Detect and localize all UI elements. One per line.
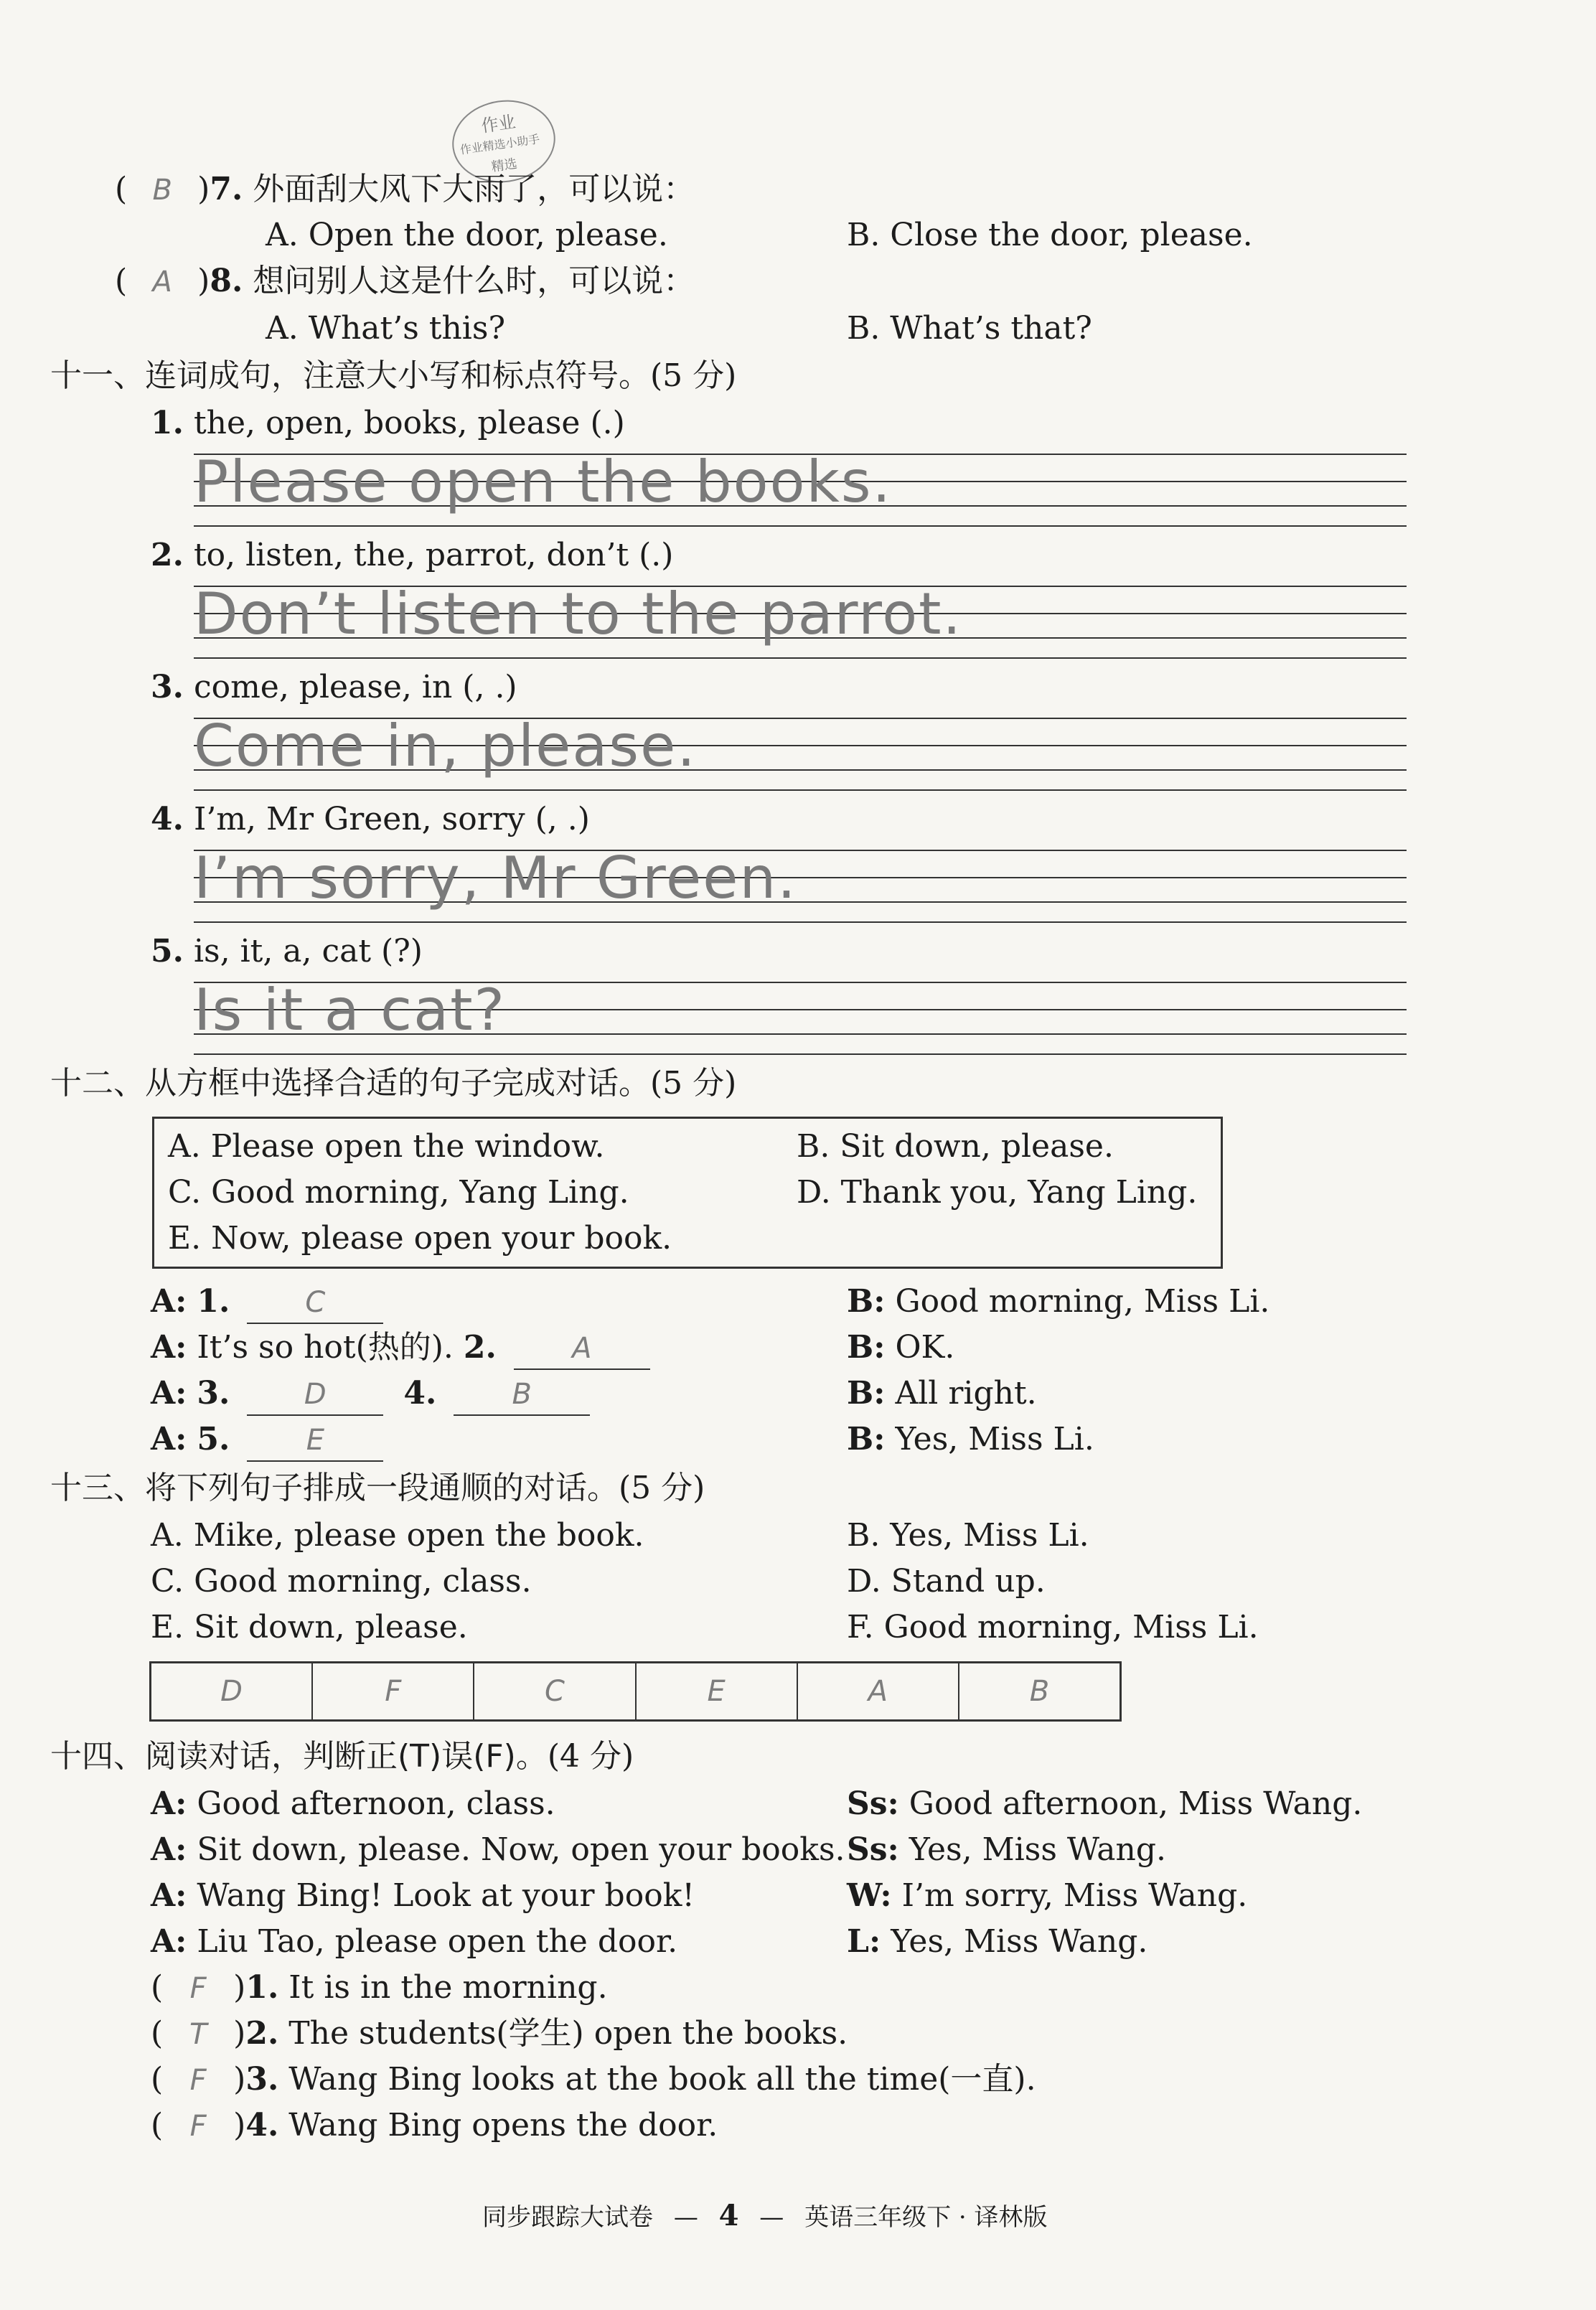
tf-question [151,2105,718,2146]
mc-question [115,169,695,210]
order-option: C. Good morning, class. [151,1563,532,1600]
section-title-text: 十二、从方框中选择合适的句子完成对话。 [50,1065,650,1102]
blank-number: 3. [197,1375,230,1412]
blank-number: 2. [463,1329,497,1366]
answer-blank: E [247,1420,383,1462]
dialog-line-b [847,1374,1037,1414]
box-option: E. Now, please open your book. [168,1220,672,1257]
item-words: to, listen, the, parrot, don’t (.) [193,537,674,573]
item-words: come, please, in (, .) [193,669,517,705]
speaker-label: A: [151,1375,187,1412]
order-cell: D [151,1663,313,1719]
speaker-label: A: [151,1923,187,1960]
speaker-label: Ss: [847,1785,899,1822]
handwritten-answer: Don’t listen to the parrot. [194,581,962,647]
handwritten-answer: Come in, please. [194,713,697,779]
dialog-text: Sit down, please. Now, open your books. [197,1831,845,1868]
footer-book-title: 英语三年级下 · 译林版 [804,2203,1048,2232]
paren-open: ( [151,2061,164,2098]
mc-question-text: 外面刮大风下大雨了，可以说： [253,171,695,207]
tf-number: 3. [245,2061,279,2098]
dialog-text: Good afternoon, Miss Wang. [909,1785,1363,1822]
dialog-text: Wang Bing! Look at your book! [197,1877,695,1914]
section-points: (5 分) [650,1065,737,1102]
paren-close: ) [233,2061,246,2098]
speaker-label: A: [151,1329,187,1366]
paren-open: ( [115,263,128,299]
tf-text: Wang Bing opens the door. [288,2107,718,2144]
tf-answer: F [189,2110,207,2143]
section-title-text: 十四、阅读对话，判断正(T)误(F)。 [50,1738,548,1775]
item-number: 3. [151,669,184,705]
dialog-line-a [151,1328,650,1370]
order-cell: E [637,1663,798,1719]
dialog-line-a [151,1282,383,1324]
footer-dash: — [673,2203,698,2232]
paren-close: ) [233,1969,246,2006]
sentence-item [151,403,625,443]
mc-option-b: B. What’s that? [847,310,1092,347]
answer-blank: D [247,1374,383,1416]
dialog-text: I’m sorry, Miss Wang. [901,1877,1248,1914]
tf-text: Wang Bing looks at the book all the time(一直). [288,2061,1036,2098]
mc-number: 8. [210,263,243,299]
speaker-label: A: [151,1421,187,1457]
stamp-text-middle: 作业精选小助手 [459,132,541,157]
sentence-item [151,931,423,972]
mc-option-b: B. Close the door, please. [847,217,1253,253]
stamp-text-bottom: 精选 [490,156,518,175]
section-12-title [50,1064,736,1104]
order-option: E. Sit down, please. [151,1609,468,1645]
paren-close: ) [197,263,210,299]
paren-open: ( [151,2015,164,2052]
order-cell: C [474,1663,636,1719]
reading-dialog-line [151,1830,845,1870]
reading-dialog-line [847,1876,1247,1916]
speaker-label: A: [151,1877,187,1914]
item-number: 4. [151,801,184,837]
paren-open: ( [151,1969,164,2006]
tf-question [151,2060,1036,2100]
mc-option-a: A. Open the door, please. [266,217,668,253]
dialog-text: Yes, Miss Li. [895,1421,1094,1457]
mc-answer: A [152,266,172,299]
reading-dialog-line [151,1876,695,1916]
section-points: (5 分) [619,1470,705,1506]
dialog-line-a [151,1419,383,1462]
item-number: 2. [151,537,184,573]
box-option: D. Thank you, Yang Ling. [797,1174,1198,1211]
dialog-text: Liu Tao, please open the door. [197,1923,678,1960]
handwritten-answer: I’m sorry, Mr Green. [194,845,797,911]
dialog-line-b [847,1328,954,1368]
reading-dialog-line [151,1784,555,1824]
speaker-label: B: [847,1421,886,1457]
blank-number: 5. [197,1421,230,1457]
order-cell: B [1029,1675,1050,1708]
dialog-text: It’s so hot(热的). [197,1329,454,1366]
tf-question [151,1968,608,2009]
box-option: B. Sit down, please. [797,1128,1114,1165]
section-points: (4 分) [547,1738,634,1775]
footer-dash: — [759,2203,784,2232]
handwritten-answer: Please open the books. [194,449,892,515]
box-option: A. Please open the window. [168,1128,605,1165]
dialog-line-a [151,1374,590,1416]
section-13-title [50,1468,705,1508]
dialog-line-b [847,1282,1269,1322]
section-title-text: 十三、将下列句子排成一段通顺的对话。 [50,1470,619,1506]
order-option: B. Yes, Miss Li. [847,1517,1089,1554]
dialog-text: Yes, Miss Wang. [909,1831,1167,1868]
reading-dialog-line [847,1784,1362,1824]
box-option: C. Good morning, Yang Ling. [168,1174,629,1211]
tf-answer: F [189,2064,207,2097]
section-11-title [50,356,736,396]
paren-open: ( [151,2107,164,2144]
blank-number: 1. [197,1283,230,1320]
item-words: is, it, a, cat (?) [193,933,423,969]
tf-text: The students(学生) open the books. [288,2015,848,2052]
dialog-text: Yes, Miss Wang. [891,1923,1148,1960]
order-option: D. Stand up. [847,1563,1046,1600]
tf-number: 1. [245,1969,279,2006]
stamp-text-top: 作业 [479,111,517,137]
reading-dialog-line [847,1922,1147,1962]
speaker-label: B: [847,1375,886,1412]
paren-close: ) [197,171,210,207]
page-footer [482,2197,1048,2232]
tf-answer: F [189,1972,207,2005]
order-option: F. Good morning, Miss Li. [847,1609,1259,1645]
speaker-label: A: [151,1283,187,1320]
tf-answer: T [189,2018,207,2051]
speaker-label: A: [151,1831,187,1868]
section-title-text: 十一、连词成句，注意大小写和标点符号。 [50,357,650,394]
footer-series-title: 同步跟踪大试卷 [482,2203,653,2232]
tf-number: 2. [245,2015,279,2052]
mc-question-text: 想问别人这是什么时，可以说： [253,263,695,299]
mc-number: 7. [210,171,243,207]
sentence-item [151,667,517,708]
speaker-label: Ss: [847,1831,899,1868]
answer-blank: B [454,1374,590,1416]
handwritten-answer: Is it a cat? [194,977,507,1043]
order-answer-grid [149,1661,1122,1722]
answer-blank: C [247,1282,383,1324]
order-cell: A [798,1663,959,1719]
dialog-text: OK. [895,1329,955,1366]
sentence-item [151,535,673,576]
page-number: 4 [718,2199,739,2232]
dialog-text: All right. [895,1375,1037,1412]
item-words: the, open, books, please (.) [193,405,625,441]
item-number: 5. [151,933,184,969]
order-option: A. Mike, please open the book. [151,1517,644,1554]
mc-question [115,261,695,302]
tf-question [151,2014,848,2055]
reading-dialog-line [847,1830,1166,1870]
mc-option-a: A. What’s this? [266,310,506,347]
item-number: 1. [151,405,184,441]
blank-number: 4. [403,1375,437,1412]
tf-number: 4. [245,2107,279,2144]
speaker-label: W: [847,1877,892,1914]
order-cell: F [313,1663,474,1719]
sentence-item [151,799,590,840]
speaker-label: B: [847,1283,886,1320]
speaker-label: B: [847,1329,886,1366]
item-words: I’m, Mr Green, sorry (, .) [193,801,590,837]
dialog-line-b [847,1419,1094,1460]
paren-close: ) [233,2015,246,2052]
dialog-text: Good morning, Miss Li. [895,1283,1270,1320]
dialog-text: Good afternoon, class. [197,1785,555,1822]
speaker-label: L: [847,1923,881,1960]
speaker-label: A: [151,1785,187,1822]
answer-blank: A [514,1328,650,1370]
mc-answer: B [152,174,172,207]
paren-open: ( [115,171,128,207]
tf-text: It is in the morning. [288,1969,608,2006]
reading-dialog-line [151,1922,677,1962]
section-14-title [50,1737,634,1777]
section-points: (5 分) [650,357,737,394]
paren-close: ) [233,2107,246,2144]
